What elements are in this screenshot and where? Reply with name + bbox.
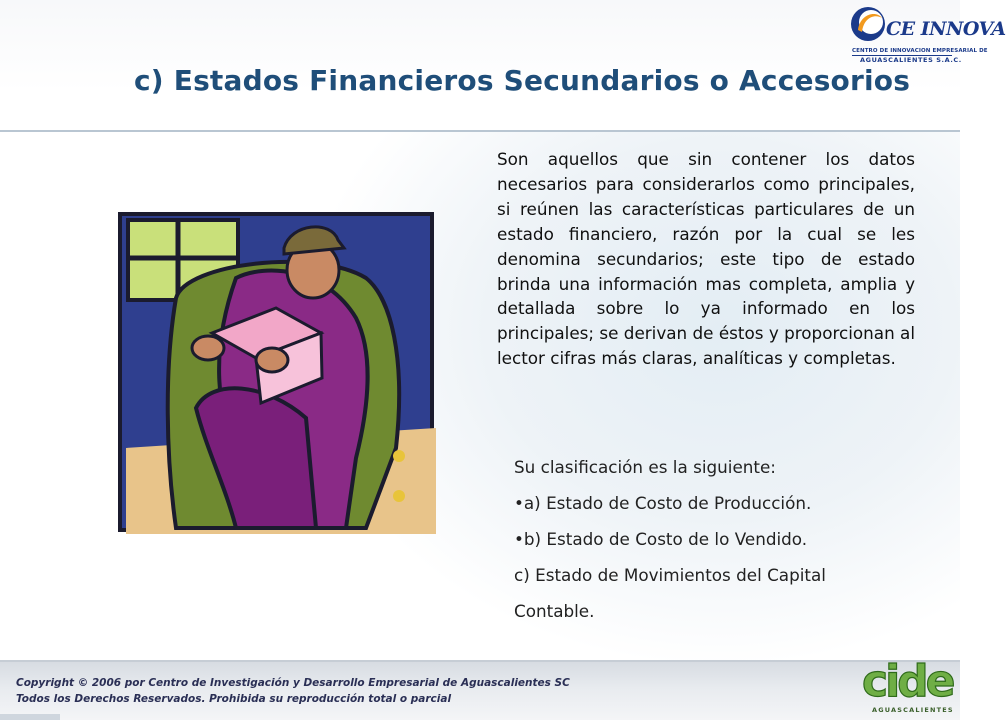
classification-intro: Su clasificación es la siguiente: [514,457,776,477]
list-item: Contable. [514,601,595,621]
footer-bar [0,662,960,720]
list-item: c) Estado de Movimientos del Capital [514,565,826,585]
cide-logo-subtitle: AGUASCALIENTES [872,706,954,714]
list-item: •a) Estado de Costo de Producción. [514,493,812,513]
ce-innova-logo [848,4,1006,66]
footer-corner [0,714,60,720]
copyright-line-2: Todos los Derechos Reservados. Prohibida su reproducción total o parcial [16,693,452,705]
logo-subtitle-line1: CENTRO DE INNOVACION EMPRESARIAL DE [852,48,988,54]
ce-innova-emblem-icon [848,4,888,44]
list-item: •b) Estado de Costo de lo Vendido. [514,529,808,549]
description-paragraph: Son aquellos que sin contener los datos necesarios para considerarlos como principales, si reúnen las características particulares de un estado financiero, razón por la cual se les denomina secundarios; este tipo de estado brinda una información mas completa, amplia y detallada sobre lo ya informado en los principales; se derivan de éstos y proporcionan al lector cifras más claras, analíticas y completas. [497,149,915,369]
man-reading-book-icon [116,208,436,534]
copyright-line-1: Copyright © 2006 por Centro de Investigación y Desarrollo Empresarial de Aguascalientes SC [16,677,570,689]
cide-logo-word: cide [862,656,953,707]
logo-subtitle-line2: AGUASCALIENTES S.A.C. [860,56,962,64]
title-divider [0,130,960,132]
classification-list [514,454,924,634]
cide-logo [860,656,956,718]
slide-title: c) Estados Financieros Secundarios o Accesorios [134,64,911,97]
logo-name: CE INNOVA [886,18,1006,40]
